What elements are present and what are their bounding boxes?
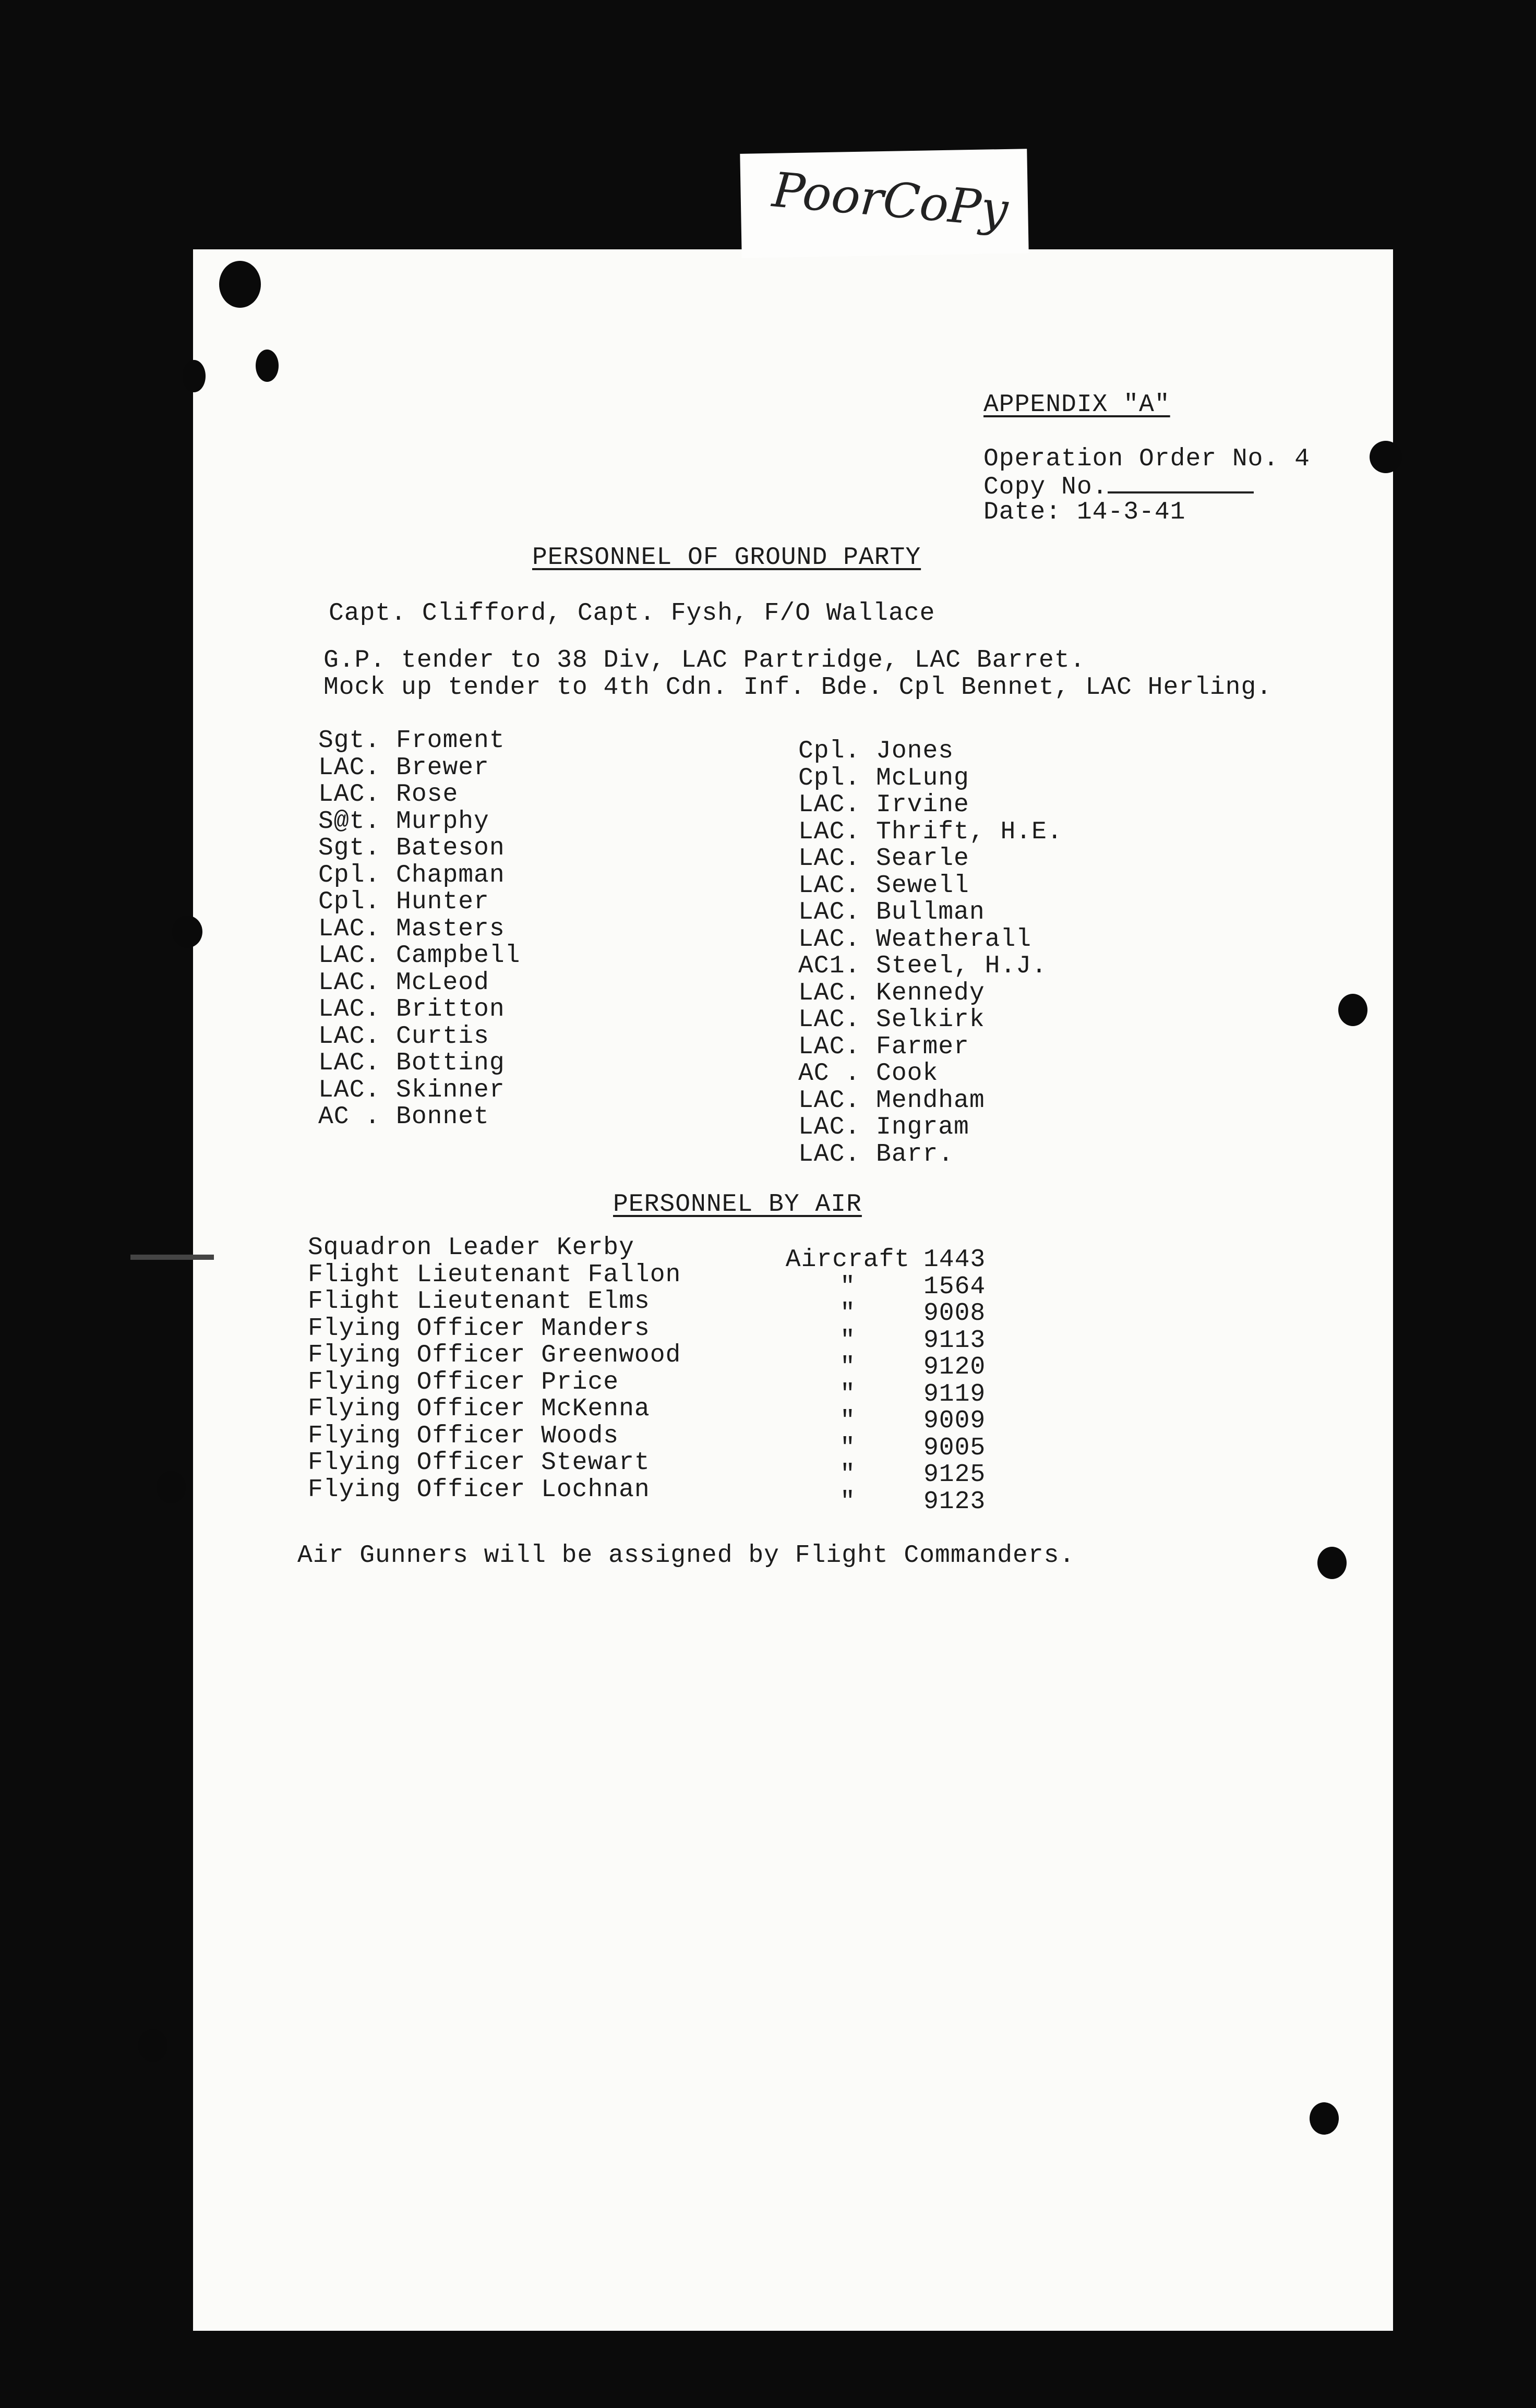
ground-party-right-column — [798, 738, 1063, 1168]
air-name: Flying Officer Price — [308, 1368, 619, 1396]
aircraft-number: 9008 — [923, 1299, 986, 1328]
punch-hole — [1310, 2102, 1339, 2135]
punch-hole — [1370, 441, 1402, 473]
list-item: LAC. Searle — [798, 845, 969, 873]
list-item: Cpl. Jones — [798, 737, 954, 765]
aircraft-number: 9005 — [923, 1434, 986, 1462]
air-name: Flying Officer Manders — [308, 1314, 650, 1343]
air-name: Flight Lieutenant Elms — [308, 1287, 650, 1316]
aircraft-number: 9123 — [923, 1487, 986, 1516]
aircraft-number: 1443 — [923, 1246, 986, 1274]
list-item: Cpl. Chapman — [318, 861, 505, 889]
list-item: LAC. Masters — [318, 914, 505, 943]
list-item: LAC. Farmer — [798, 1032, 969, 1061]
order-date: Date: 14-3-41 — [983, 498, 1186, 526]
punch-hole — [1338, 994, 1367, 1026]
aircraft-number: 9125 — [923, 1461, 986, 1489]
aircraft-numbers-column — [923, 1247, 986, 1515]
ground-party-officers: Capt. Clifford, Capt. Fysh, F/O Wallace — [329, 599, 935, 628]
list-item: LAC. Barr. — [798, 1140, 954, 1169]
air-mark: " — [840, 1326, 856, 1355]
punch-hole — [157, 1471, 186, 1503]
list-item: LAC. Bullman — [798, 898, 985, 926]
aircraft-number: 1564 — [923, 1272, 986, 1301]
air-personnel-title: PERSONNEL BY AIR — [613, 1190, 862, 1219]
air-name: Flying Officer Greenwood — [308, 1341, 681, 1369]
ground-party-title: PERSONNEL OF GROUND PARTY — [532, 544, 921, 572]
air-name: Flying Officer Stewart — [308, 1449, 650, 1477]
air-mark: " — [840, 1272, 856, 1301]
punch-hole — [138, 2029, 167, 2062]
list-item: LAC. Kennedy — [798, 979, 985, 1007]
air-mark: " — [840, 1380, 856, 1408]
list-item: LAC. Irvine — [798, 791, 969, 819]
list-item: AC1. Steel, H.J. — [798, 952, 1047, 980]
air-mark: " — [840, 1407, 856, 1435]
air-name: Flight Lieutenant Fallon — [308, 1260, 681, 1289]
list-item: LAC. Thrift, H.E. — [798, 817, 1063, 846]
air-marks-column — [783, 1247, 913, 1515]
poor-copy-slip — [740, 149, 1028, 258]
list-item: LAC. Campbell — [318, 942, 521, 970]
list-item: LAC. Rose — [318, 780, 459, 809]
list-item: LAC. Britton — [318, 995, 505, 1024]
list-item: LAC. Weatherall — [798, 925, 1032, 954]
list-item: Cpl. Hunter — [318, 888, 489, 916]
list-item: S@t. Murphy — [318, 807, 489, 836]
list-item: LAC. Skinner — [318, 1076, 505, 1104]
list-item: LAC. Brewer — [318, 753, 489, 782]
air-mark: " — [840, 1461, 856, 1489]
page-tab-marker — [130, 1255, 214, 1260]
aircraft-number: 9009 — [923, 1407, 986, 1435]
punch-hole — [256, 350, 279, 382]
copy-number-blank — [1108, 473, 1254, 493]
list-item: LAC. Mendham — [798, 1086, 985, 1115]
appendix-heading: APPENDIX "A" — [983, 391, 1170, 419]
air-gunners-note: Air Gunners will be assigned by Flight Commanders. — [297, 1542, 1075, 1570]
air-mark: " — [840, 1434, 856, 1462]
air-name: Flying Officer Woods — [308, 1422, 619, 1450]
air-mark: " — [840, 1353, 856, 1381]
punch-hole — [1317, 1547, 1347, 1579]
air-names-column — [308, 1235, 681, 1503]
poor-copy-stamp: PoorCoPy — [770, 162, 1011, 238]
list-item: AC . Cook — [798, 1059, 939, 1088]
air-mark: " — [840, 1299, 856, 1328]
aircraft-number: 9120 — [923, 1353, 986, 1381]
list-item: LAC. Selkirk — [798, 1006, 985, 1034]
punch-hole — [219, 261, 261, 308]
list-item: Cpl. McLung — [798, 764, 969, 792]
copy-number — [983, 473, 1254, 500]
list-item: LAC. Ingram — [798, 1113, 969, 1141]
air-mark: " — [840, 1487, 856, 1516]
punch-hole — [172, 916, 202, 948]
gp-tender-line: G.P. tender to 38 Div, LAC Partridge, LAC Barret. — [323, 646, 1086, 675]
list-item: AC . Bonnet — [318, 1103, 489, 1131]
copy-number-label: Copy No. — [983, 473, 1108, 501]
list-item: Sgt. Bateson — [318, 834, 505, 862]
ground-party-left-column — [318, 728, 520, 1131]
air-name: Squadron Leader Kerby — [308, 1234, 634, 1262]
list-item: Sgt. Froment — [318, 727, 505, 755]
list-item: LAC. Curtis — [318, 1022, 489, 1051]
aircraft-number: 9119 — [923, 1380, 986, 1408]
mockup-tender-line: Mock up tender to 4th Cdn. Inf. Bde. Cpl Bennet, LAC Herling. — [323, 673, 1273, 702]
list-item: LAC. Botting — [318, 1049, 505, 1077]
air-name: Flying Officer Lochnan — [308, 1475, 650, 1504]
air-name: Flying Officer McKenna — [308, 1395, 650, 1423]
list-item: LAC. Sewell — [798, 871, 969, 900]
list-item: LAC. McLeod — [318, 968, 489, 997]
aircraft-number: 9113 — [923, 1326, 986, 1355]
punch-hole — [183, 360, 206, 392]
operation-order: Operation Order No. 4 — [983, 445, 1310, 473]
air-mark: Aircraft — [785, 1246, 910, 1274]
